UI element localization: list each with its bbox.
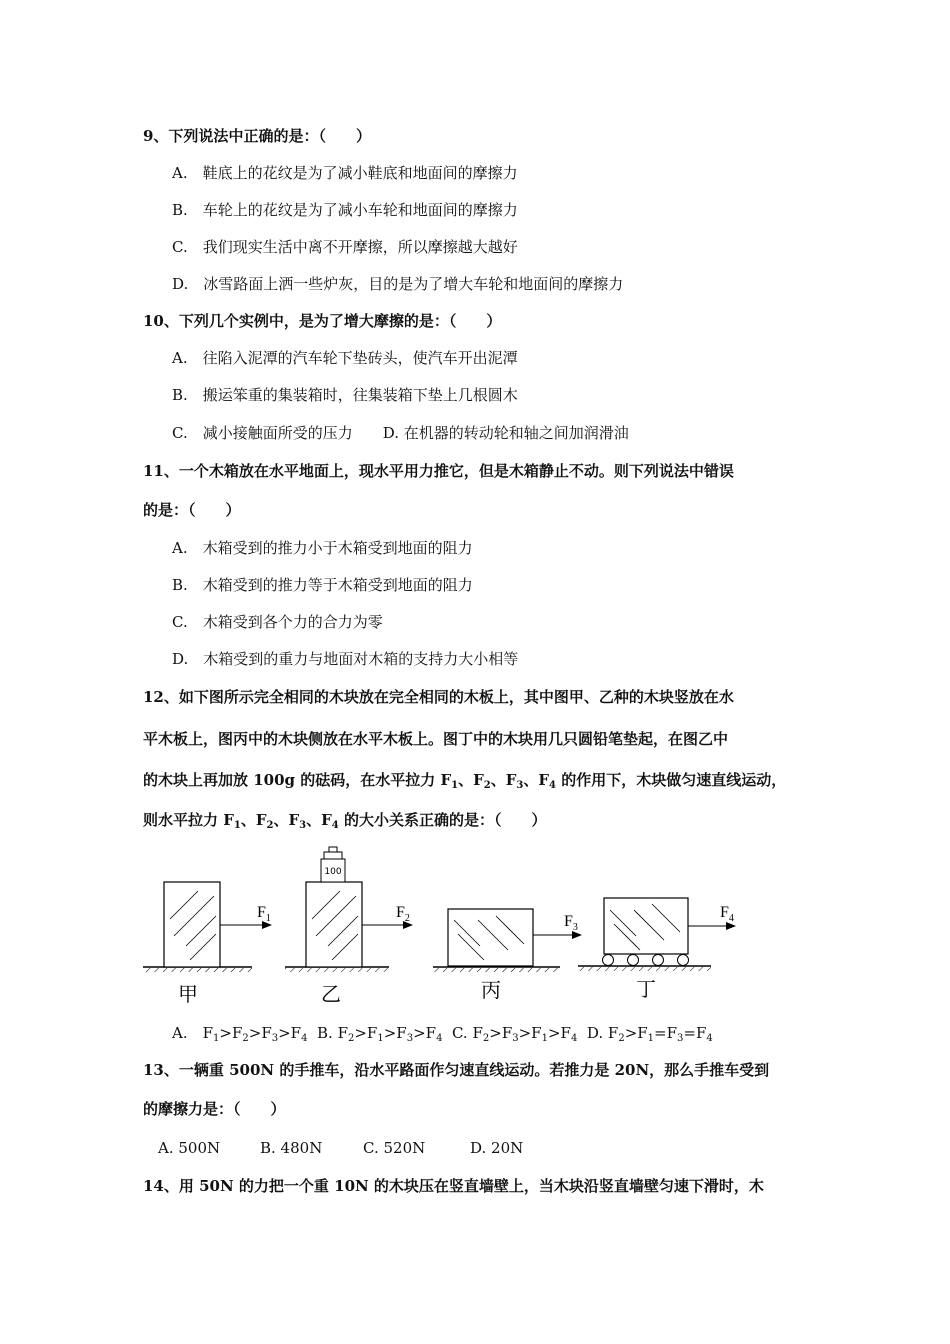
- ground-hatch: [578, 967, 711, 971]
- question-13-option-a: A. 500N: [158, 1139, 221, 1157]
- question-13-option-d: D. 20N: [470, 1139, 524, 1157]
- weight-label: 100: [324, 867, 342, 877]
- diagram-label-jia: 甲: [178, 982, 198, 1006]
- wooden-block: [164, 882, 220, 967]
- question-10-stem: 10、下列几个实例中，是为了增大摩擦的是：（ ）: [143, 312, 502, 330]
- question-13-option-b: B. 480N: [260, 1139, 323, 1157]
- question-12-stem-line1: 12、如下图所示完全相同的木块放在完全相同的木板上，其中图甲、乙种的木块竖放在水: [143, 688, 734, 706]
- wooden-block: [604, 898, 688, 954]
- pencil-roller: [628, 955, 639, 966]
- wooden-block: [306, 882, 362, 967]
- question-12-stem-line2: 平木板上，图丙中的木块侧放在水平木板上。图丁中的木块用几只圆铅笔垫起，在图乙中: [143, 730, 729, 748]
- force-label-f1: $F_1$: [257, 904, 271, 924]
- question-9-option-b: B. 车轮上的花纹是为了减小车轮和地面间的摩擦力: [172, 201, 518, 219]
- question-14-stem-line1: 14、用 50N 的力把一个重 10N 的木块压在竖直墙壁上，当木块沿竖直墙壁匀速下滑时，木: [143, 1177, 764, 1195]
- question-11-option-a: A. 木箱受到的推力小于木箱受到地面的阻力: [172, 539, 473, 557]
- question-11-option-d: D. 木箱受到的重力与地面对木箱的支持力大小相等: [172, 650, 519, 668]
- diagram-jia: [143, 882, 272, 1006]
- question-9-option-d: D. 冰雪路面上洒一些炉灰，目的是为了增大车轮和地面间的摩擦力: [172, 275, 624, 293]
- pencil-roller: [653, 955, 664, 966]
- diagram-label-yi: 乙: [321, 982, 341, 1006]
- force-label-f2: $F_2$: [396, 904, 410, 924]
- question-11-stem-line2: 的是：（ ）: [143, 501, 241, 519]
- question-13-stem-line2: 的摩擦力是：（ ）: [143, 1100, 286, 1118]
- question-13-option-c: C. 520N: [363, 1139, 426, 1157]
- diagram-label-bing: 丙: [481, 978, 501, 1002]
- ground-hatch: [143, 968, 252, 972]
- question-12-stem-line4: 则水平拉力 $F_1$、$F_2$、$F_3$、$F_4$ 的大小关系正确的是：（ ）: [143, 811, 547, 831]
- question-11-stem-line1: 11、一个木箱放在水平地面上，现水平用力推它，但是木箱静止不动。则下列说法中错误: [143, 462, 734, 480]
- question-10-option-cd: C. 减小接触面所受的压力 D. 在机器的转动轮和轴之间加润滑油: [172, 424, 629, 442]
- question-11-option-c: C. 木箱受到各个力的合力为零: [172, 613, 383, 631]
- question-9-stem: 9、下列说法中正确的是：（ ）: [143, 127, 371, 145]
- diagram-label-ding: 丁: [636, 977, 656, 1001]
- question-9-option-a: A. 鞋底上的花纹是为了减小鞋底和地面间的摩擦力: [172, 164, 518, 182]
- wooden-block: [448, 909, 533, 966]
- question-9-option-c: C. 我们现实生活中离不开摩擦，所以摩擦越大越好: [172, 238, 518, 256]
- force-label-f3: $F_3$: [564, 913, 578, 933]
- diagram-bing: [433, 909, 582, 1002]
- question-12-options: A. $F_1>F_2>F_3>F_4$ B. $F_2>F_1>F_3>F_4$ C. $F_2>F_3>F_1>F_4$ D. $F_2>F_1=F_3=F_4$: [172, 1024, 713, 1044]
- pencil-roller: [678, 955, 689, 966]
- diagram-ding: [578, 898, 736, 1001]
- force-label-f4: $F_4$: [720, 904, 734, 924]
- pencil-roller: [603, 955, 614, 966]
- question-13-stem-line1: 13、一辆重 500N 的手推车，沿水平路面作匀速直线运动。若推力是 20N，那么手推车受到: [143, 1061, 770, 1079]
- question-10-option-b: B. 搬运笨重的集装箱时，往集装箱下垫上几根圆木: [172, 386, 518, 404]
- friction-diagram: [140, 842, 750, 1007]
- ground-hatch: [433, 968, 560, 972]
- weight-100g: [321, 847, 345, 882]
- question-11-option-b: B. 木箱受到的推力等于木箱受到地面的阻力: [172, 576, 473, 594]
- question-10-option-a: A. 往陷入泥潭的汽车轮下垫砖头，使汽车开出泥潭: [172, 349, 518, 367]
- diagram-yi: [285, 847, 413, 1006]
- ground-hatch: [285, 968, 389, 972]
- question-12-stem-line3: 的木块上再加放 100g 的砝码，在水平拉力 $F_1$、$F_2$、$F_3$、$F_4$ 的作用下，木块做匀速直线运动，: [143, 771, 787, 791]
